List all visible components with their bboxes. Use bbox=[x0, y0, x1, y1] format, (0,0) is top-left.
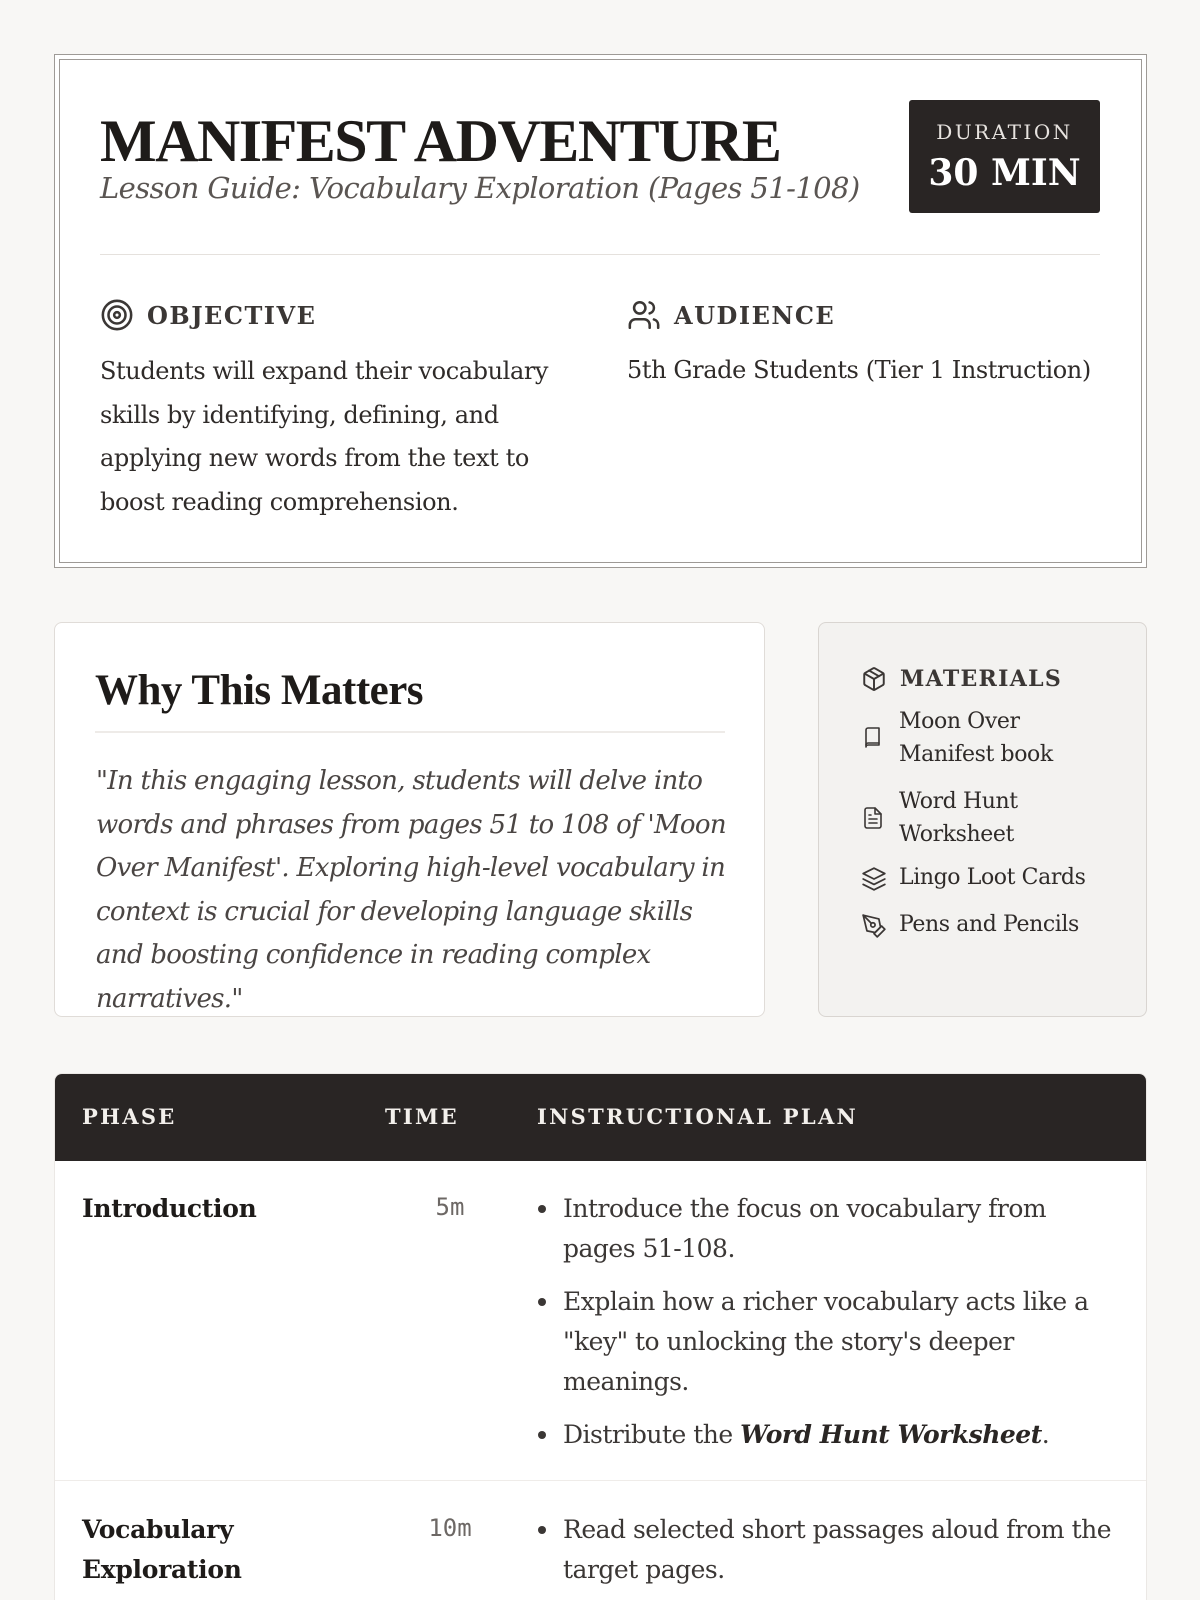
instructional-plan-table bbox=[54, 1073, 1147, 1600]
why-divider bbox=[95, 731, 725, 733]
bullet-dot bbox=[538, 1526, 546, 1534]
table-row-time: 5m bbox=[435, 1193, 465, 1221]
duration-label: DURATION bbox=[936, 120, 1073, 144]
package-icon bbox=[861, 666, 887, 692]
why-this-matters-card bbox=[54, 622, 765, 1017]
plan-step-text: Explain how a richer vocabulary acts like a "key" to unlocking the story's deeper meanings. bbox=[563, 1287, 1089, 1396]
material-item bbox=[861, 705, 1069, 771]
table-header-row bbox=[55, 1074, 1146, 1161]
plan-step-prefix: Distribute the bbox=[563, 1420, 741, 1449]
material-label: Word Hunt Worksheet bbox=[899, 789, 1018, 847]
table-header-phase: PHASE bbox=[82, 1104, 177, 1129]
plan-step bbox=[533, 1282, 1113, 1402]
material-item bbox=[861, 861, 1086, 894]
objective-heading-label: OBJECTIVE bbox=[147, 300, 317, 330]
table-header-plan: INSTRUCTIONAL PLAN bbox=[537, 1104, 859, 1129]
audience-text: 5th Grade Students (Tier 1 Instruction) bbox=[627, 356, 1091, 384]
objective-text: Students will expand their vocabulary skills by identifying, defining, and applying new words from the text to boost reading comprehension. bbox=[100, 357, 549, 516]
table-row-plan bbox=[533, 1510, 1113, 1600]
plan-step-suffix: . bbox=[1041, 1420, 1050, 1449]
target-icon bbox=[100, 298, 134, 332]
table-header-time: TIME bbox=[385, 1104, 459, 1129]
row-divider bbox=[55, 1480, 1146, 1481]
users-icon bbox=[627, 298, 661, 332]
bullet-dot bbox=[538, 1431, 546, 1439]
material-item bbox=[861, 785, 1049, 851]
book-icon bbox=[861, 726, 885, 750]
table-row-plan bbox=[533, 1189, 1113, 1468]
duration-value: 30 MIN bbox=[928, 152, 1081, 194]
plan-step-emphasis: Word Hunt Worksheet bbox=[740, 1420, 1042, 1449]
objective-heading bbox=[100, 298, 316, 332]
bullet-dot bbox=[538, 1298, 546, 1306]
materials-heading bbox=[861, 666, 1062, 692]
materials-card bbox=[818, 622, 1147, 1017]
lesson-subtitle: Lesson Guide: Vocabulary Exploration (Pages 51-108) bbox=[100, 171, 860, 205]
why-title: Why This Matters bbox=[95, 667, 424, 714]
layers-icon bbox=[861, 866, 885, 890]
table-row-phase: Introduction bbox=[82, 1194, 257, 1223]
material-label: Lingo Loot Cards bbox=[899, 865, 1086, 890]
plan-step bbox=[533, 1510, 1113, 1590]
audience-heading bbox=[627, 298, 835, 332]
table-row-time: 10m bbox=[428, 1514, 472, 1542]
bullet-dot bbox=[538, 1205, 546, 1213]
duration-badge bbox=[909, 100, 1100, 213]
plan-step bbox=[533, 1415, 1113, 1455]
table-row-phase: Vocabulary Exploration bbox=[82, 1515, 242, 1584]
plan-step-text: Read selected short passages aloud from the target pages. bbox=[563, 1515, 1112, 1584]
why-quote: "In this engaging lesson, students will delve into words and phrases from pages 51 to 108 of 'Moon Over Manifest'. Exploring high-level vocabulary in context is crucial for developing language skills and boosting confidence in reading complex narratives." bbox=[96, 766, 726, 1014]
material-item bbox=[861, 908, 1079, 941]
pen-tool-icon bbox=[861, 913, 885, 937]
file-text-icon bbox=[861, 806, 885, 830]
materials-heading-label: MATERIALS bbox=[900, 666, 1063, 692]
lesson-title: MANIFEST ADVENTURE bbox=[100, 108, 781, 174]
header-divider bbox=[100, 254, 1100, 255]
plan-step-text: Introduce the focus on vocabulary from pages 51-108. bbox=[563, 1194, 1047, 1263]
plan-step bbox=[533, 1189, 1113, 1269]
material-label: Moon Over Manifest book bbox=[899, 709, 1053, 767]
audience-heading-label: AUDIENCE bbox=[674, 300, 836, 330]
material-label: Pens and Pencils bbox=[899, 912, 1079, 937]
